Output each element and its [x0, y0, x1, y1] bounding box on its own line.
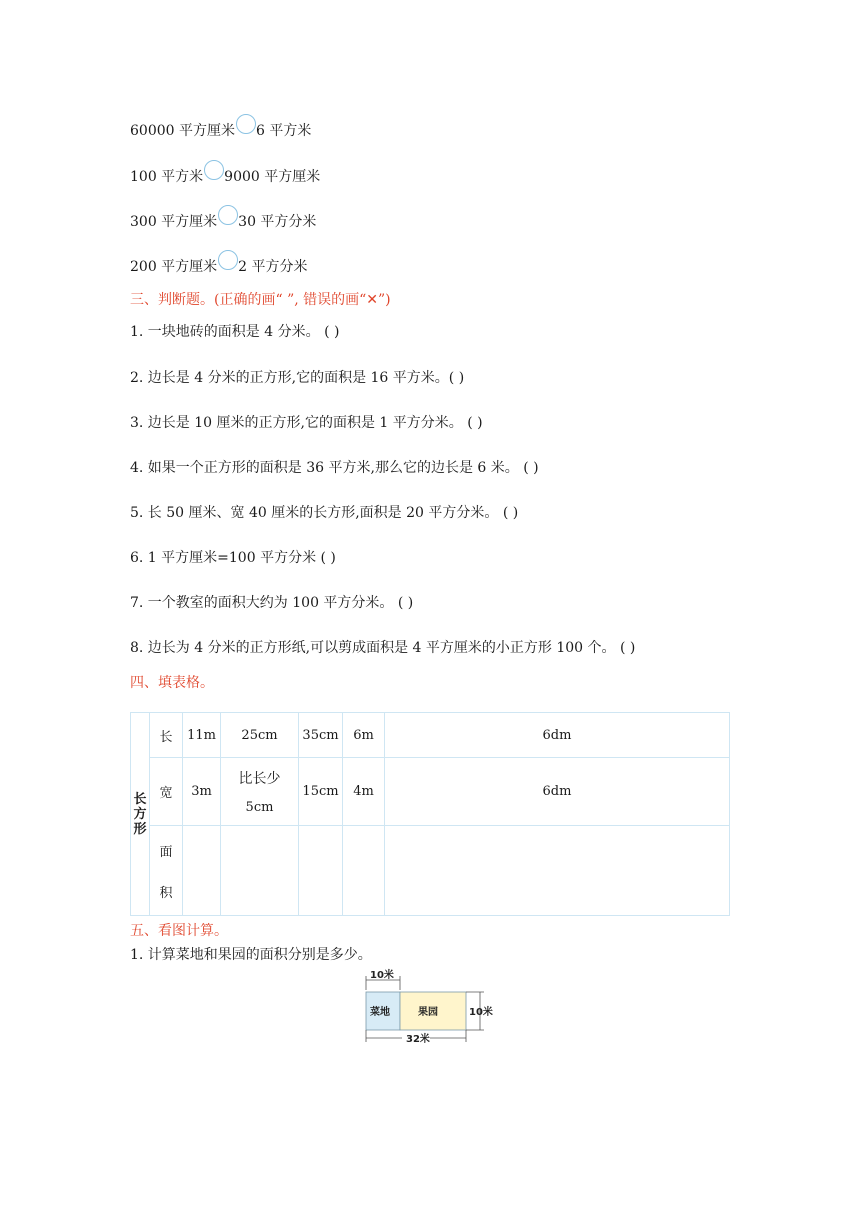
- garden-diagram: [358, 968, 498, 1048]
- compare-left: 100 平方米: [130, 169, 204, 185]
- judge-item-5: 5. 长 50 厘米、宽 40 厘米的长方形,面积是 20 平方分米。 ( ): [130, 505, 519, 521]
- compare-right: 9000 平方厘米: [224, 169, 321, 185]
- section4-title: 四、填表格。: [130, 675, 214, 691]
- section3-title: 三、判断题。(正确的画“ ”, 错误的画“✕”): [130, 292, 391, 308]
- compare-line-4: [130, 256, 308, 276]
- compare-left: 200 平方厘米: [130, 259, 218, 275]
- table-cell: 6m: [343, 713, 385, 758]
- compare-right: 2 平方分米: [238, 259, 308, 275]
- cell-text: 5cm: [245, 800, 274, 815]
- table-cell: 35cm: [299, 713, 343, 758]
- cell-text: 比长少: [238, 771, 281, 787]
- judge-item-7: 7. 一个教室的面积大约为 100 平方分米。 ( ): [130, 595, 414, 611]
- answer-cell[interactable]: [343, 826, 385, 916]
- compare-circle[interactable]: [236, 114, 256, 134]
- judge-item-1: 1. 一块地砖的面积是 4 分米。 ( ): [130, 324, 340, 340]
- judge-item-8: 8. 边长为 4 分米的正方形纸,可以剪成面积是 4 平方厘米的小正方形 100 个。 ( ): [130, 640, 636, 656]
- top-label: 10米: [370, 970, 394, 981]
- side-label: 10米: [469, 1007, 493, 1018]
- shape-label: 长 方 形: [131, 713, 150, 916]
- orchard-label: 果园: [418, 1007, 438, 1018]
- compare-right: 30 平方分米: [238, 214, 317, 230]
- compare-line-2: [130, 166, 320, 186]
- compare-circle[interactable]: [218, 205, 238, 225]
- fill-table: [130, 712, 730, 916]
- question-1: 1. 计算菜地和果园的面积分别是多少。: [130, 947, 372, 963]
- compare-circle[interactable]: [204, 160, 224, 180]
- judge-item-3: 3. 边长是 10 厘米的正方形,它的面积是 1 平方分米。 ( ): [130, 415, 483, 431]
- answer-cell[interactable]: [385, 826, 730, 916]
- row-label-area: 面 积: [150, 826, 183, 916]
- compare-right: 6 平方米: [256, 123, 312, 139]
- table-cell: 6dm: [385, 758, 730, 826]
- compare-left: 60000 平方厘米: [130, 123, 235, 139]
- compare-left: 300 平方厘米: [130, 214, 218, 230]
- judge-item-6: 6. 1 平方厘米=100 平方分米 ( ): [130, 550, 336, 566]
- answer-cell[interactable]: [183, 826, 221, 916]
- compare-line-1: [130, 120, 311, 140]
- row-label-width: 宽: [150, 758, 183, 826]
- bottom-label: 32米: [406, 1034, 430, 1045]
- compare-circle[interactable]: [218, 250, 238, 270]
- table-cell: 6dm: [385, 713, 730, 758]
- table-cell: 4m: [343, 758, 385, 826]
- table-cell: 25cm: [221, 713, 299, 758]
- table-cell: 15cm: [299, 758, 343, 826]
- answer-cell[interactable]: [221, 826, 299, 916]
- row-label-length: 长: [150, 713, 183, 758]
- table-cell: [221, 758, 299, 826]
- table-cell: 11m: [183, 713, 221, 758]
- table-cell: 3m: [183, 758, 221, 826]
- compare-line-3: [130, 211, 316, 231]
- answer-cell[interactable]: [299, 826, 343, 916]
- judge-item-4: 4. 如果一个正方形的面积是 36 平方米,那么它的边长是 6 米。 ( ): [130, 460, 539, 476]
- vegetable-label: 菜地: [370, 1007, 390, 1018]
- section5-title: 五、看图计算。: [130, 923, 228, 939]
- judge-item-2: 2. 边长是 4 分米的正方形,它的面积是 16 平方米。( ): [130, 370, 465, 386]
